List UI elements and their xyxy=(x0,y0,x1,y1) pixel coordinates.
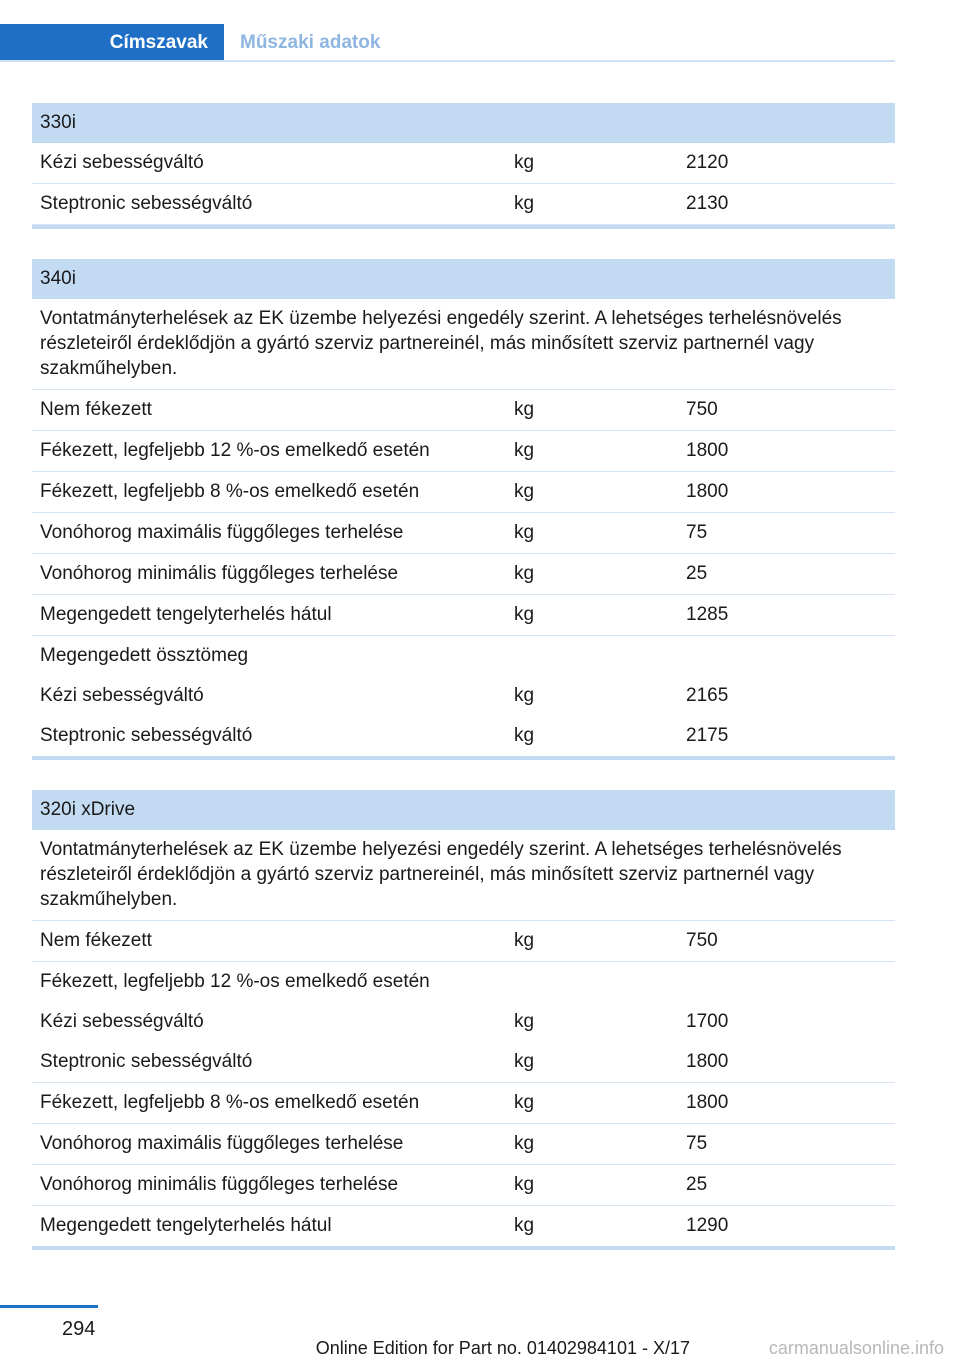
watermark-text: carmanualsonline.info xyxy=(768,1338,944,1358)
row-label: Steptronic sebességváltó xyxy=(40,1051,253,1072)
section-end-bar xyxy=(32,756,895,760)
row-unit: kg xyxy=(514,522,535,543)
row-value: 75 xyxy=(686,1133,708,1154)
row-unit: kg xyxy=(514,1174,535,1195)
row-label: Fékezett, legfeljebb 12 %-os emelkedő esetén xyxy=(40,971,430,992)
table-row xyxy=(32,962,895,1002)
row-value: 25 xyxy=(686,563,708,584)
row-label: Megengedett tengelyterhelés hátul xyxy=(40,1215,332,1236)
row-label: Steptronic sebességváltó xyxy=(40,725,253,746)
section-note: Vontatmányterhelések az EK üzembe helyezési engedély szerint. A lehetséges terhelésnövelés részleteiről érdeklődjön a gyártó szerviz partnereinél, más minősített szerviz partnernél vagy szakműhelyben. xyxy=(32,830,895,921)
row-unit: kg xyxy=(514,1215,535,1236)
row-unit: kg xyxy=(514,1051,535,1072)
row-value: 1700 xyxy=(686,1011,729,1032)
row-unit: kg xyxy=(514,563,535,584)
row-value: 750 xyxy=(686,930,718,951)
row-value: 2175 xyxy=(686,725,729,746)
table-row xyxy=(32,716,895,756)
section-title: 320i xDrive xyxy=(32,790,895,830)
row-label: Fékezett, legfeljebb 12 %-os emelkedő esetén xyxy=(40,440,430,461)
row-value: 25 xyxy=(686,1174,708,1195)
spec-section xyxy=(32,790,895,1250)
row-value: 1290 xyxy=(686,1215,729,1236)
row-label: Vonóhorog maximális függőleges terhelése xyxy=(40,1133,404,1154)
table-row xyxy=(32,921,895,962)
table-row xyxy=(32,1206,895,1246)
table-row xyxy=(32,184,895,225)
table-row xyxy=(32,1042,895,1083)
row-value: 1800 xyxy=(686,1051,729,1072)
row-label: Kézi sebességváltó xyxy=(40,685,204,706)
row-label: Kézi sebességváltó xyxy=(40,1011,204,1032)
table-row xyxy=(32,1083,895,1124)
table-row xyxy=(32,390,895,431)
tab-cimszavak[interactable]: Címszavak xyxy=(0,24,224,62)
row-label: Nem fékezett xyxy=(40,399,152,420)
row-unit: kg xyxy=(514,1133,535,1154)
table-row xyxy=(32,1165,895,1206)
spec-section xyxy=(32,103,895,229)
header-tabs xyxy=(0,24,895,62)
table-row xyxy=(32,595,895,636)
row-label: Vonóhorog minimális függőleges terhelése xyxy=(40,1174,399,1195)
section-title: 340i xyxy=(32,259,895,299)
row-value: 1800 xyxy=(686,1092,729,1113)
section-note: Vontatmányterhelések az EK üzembe helyezési engedély szerint. A lehetséges terhelésnövelés részleteiről érdeklődjön a gyártó szerviz partnereinél, más minősített szerviz partnernél vagy szakműhelyben. xyxy=(32,299,895,390)
row-value: 1800 xyxy=(686,481,729,502)
row-value: 750 xyxy=(686,399,718,420)
row-label: Vonóhorog maximális függőleges terhelése xyxy=(40,522,404,543)
table-row xyxy=(32,1124,895,1165)
section-end-bar xyxy=(32,225,895,229)
row-label: Steptronic sebességváltó xyxy=(40,193,253,214)
row-value: 2130 xyxy=(686,193,729,214)
row-label: Fékezett, legfeljebb 8 %-os emelkedő esetén xyxy=(40,1092,420,1113)
row-unit: kg xyxy=(514,193,535,214)
row-value: 1285 xyxy=(686,604,729,625)
row-label: Fékezett, legfeljebb 8 %-os emelkedő esetén xyxy=(40,481,420,502)
row-unit: kg xyxy=(514,481,535,502)
row-unit: kg xyxy=(514,399,535,420)
table-row xyxy=(32,676,895,716)
page-number: 294 xyxy=(62,1318,96,1340)
row-value: 1800 xyxy=(686,440,729,461)
tab-muszaki-adatok[interactable]: Műszaki adatok xyxy=(240,32,381,53)
section-end-bar xyxy=(32,1246,895,1250)
row-unit: kg xyxy=(514,152,535,173)
spec-section xyxy=(32,259,895,760)
table-row xyxy=(32,143,895,184)
footer-accent-line xyxy=(0,1305,98,1308)
section-title: 330i xyxy=(32,103,895,143)
row-label: Vonóhorog minimális függőleges terhelése xyxy=(40,563,399,584)
row-unit: kg xyxy=(514,604,535,625)
table-row xyxy=(32,554,895,595)
row-value: 2120 xyxy=(686,152,729,173)
table-row xyxy=(32,636,895,676)
edition-text: Online Edition for Part no. 01402984101 - X/17 xyxy=(315,1338,690,1358)
row-label: Megengedett össztömeg xyxy=(40,645,249,666)
table-row xyxy=(32,1002,895,1042)
row-label: Megengedett tengelyterhelés hátul xyxy=(40,604,332,625)
row-unit: kg xyxy=(514,725,535,746)
row-label: Nem fékezett xyxy=(40,930,152,951)
table-row xyxy=(32,513,895,554)
row-value: 75 xyxy=(686,522,708,543)
row-unit: kg xyxy=(514,440,535,461)
row-unit: kg xyxy=(514,685,535,706)
header-rule xyxy=(0,60,895,62)
row-unit: kg xyxy=(514,930,535,951)
row-unit: kg xyxy=(514,1092,535,1113)
spec-tables xyxy=(32,103,895,1280)
table-row xyxy=(32,431,895,472)
row-unit: kg xyxy=(514,1011,535,1032)
row-value: 2165 xyxy=(686,685,729,706)
table-row xyxy=(32,472,895,513)
row-label: Kézi sebességváltó xyxy=(40,152,204,173)
